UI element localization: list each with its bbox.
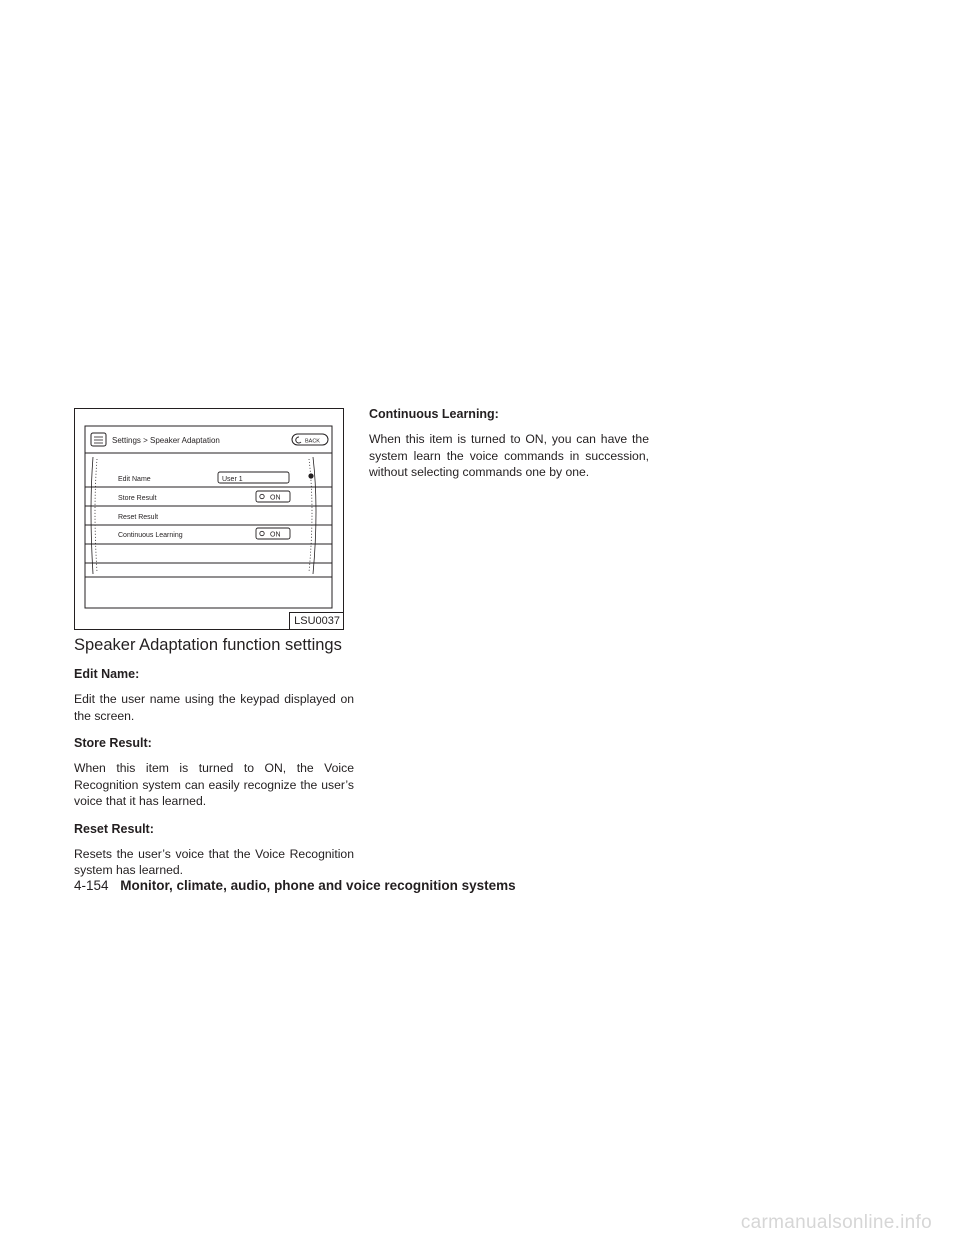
scroll-position-dot bbox=[308, 473, 313, 478]
menu-icon[interactable] bbox=[91, 433, 106, 446]
page-number: 4-154 bbox=[74, 878, 109, 893]
toggle-indicator-icon bbox=[260, 494, 264, 498]
continuous-learning-label: Continuous Learning bbox=[118, 532, 183, 539]
right-column bbox=[369, 406, 649, 492]
back-button[interactable] bbox=[292, 434, 328, 445]
edit-name-text: Edit the user name using the keypad displayed on the screen. bbox=[74, 692, 354, 723]
store-result-value: ON bbox=[270, 494, 281, 502]
back-arrow-icon bbox=[296, 437, 301, 443]
screen-illustration bbox=[75, 409, 342, 628]
section-title: Speaker Adaptation function settings bbox=[74, 636, 342, 654]
menu-row-reset-result[interactable] bbox=[118, 514, 158, 521]
screen-breadcrumb: Settings > Speaker Adaptation bbox=[112, 436, 220, 445]
continuous-learning-text: When this item is turned to ON, you can have the system learn the voice commands in succession, without selecting commands one by one. bbox=[369, 432, 649, 479]
continuous-learning-value: ON bbox=[270, 531, 281, 539]
toggle-indicator-icon bbox=[260, 531, 264, 535]
store-result-toggle[interactable] bbox=[256, 491, 290, 502]
store-result-heading: Store Result: bbox=[74, 736, 152, 750]
back-button-label: BACK bbox=[305, 438, 320, 445]
store-result-text: When this item is turned to ON, the Voice Recognition system can easily recognize the user’s voice that it has learned. bbox=[74, 761, 354, 808]
edit-name-label: Edit Name bbox=[118, 476, 151, 483]
left-column bbox=[74, 634, 354, 890]
continuous-learning-heading: Continuous Learning: bbox=[369, 407, 499, 421]
continuous-learning-toggle[interactable] bbox=[256, 528, 290, 539]
user-name-value: User 1 bbox=[222, 476, 243, 483]
right-scroll-guide bbox=[313, 457, 316, 574]
reset-result-text: Resets the user’s voice that the Voice Recognition system has learned. bbox=[74, 846, 354, 877]
reset-result-heading: Reset Result: bbox=[74, 821, 154, 836]
menu-row-continuous-learning[interactable] bbox=[118, 528, 290, 539]
reset-result-label: Reset Result bbox=[118, 514, 159, 521]
page-footer bbox=[74, 877, 516, 895]
menu-row-edit-name[interactable] bbox=[118, 472, 289, 483]
settings-screen-figure bbox=[74, 408, 344, 630]
menu-row-store-result[interactable] bbox=[118, 491, 290, 502]
watermark: carmanualsonline.info bbox=[740, 1212, 932, 1233]
screen-header bbox=[85, 433, 332, 453]
edit-name-heading: Edit Name: bbox=[74, 667, 140, 681]
figure-code: LSU0037 bbox=[289, 612, 343, 629]
store-result-label: Store Result bbox=[118, 495, 157, 502]
chapter-title: Monitor, climate, audio, phone and voice recognition systems bbox=[120, 878, 516, 893]
left-scroll-guide bbox=[91, 457, 93, 574]
